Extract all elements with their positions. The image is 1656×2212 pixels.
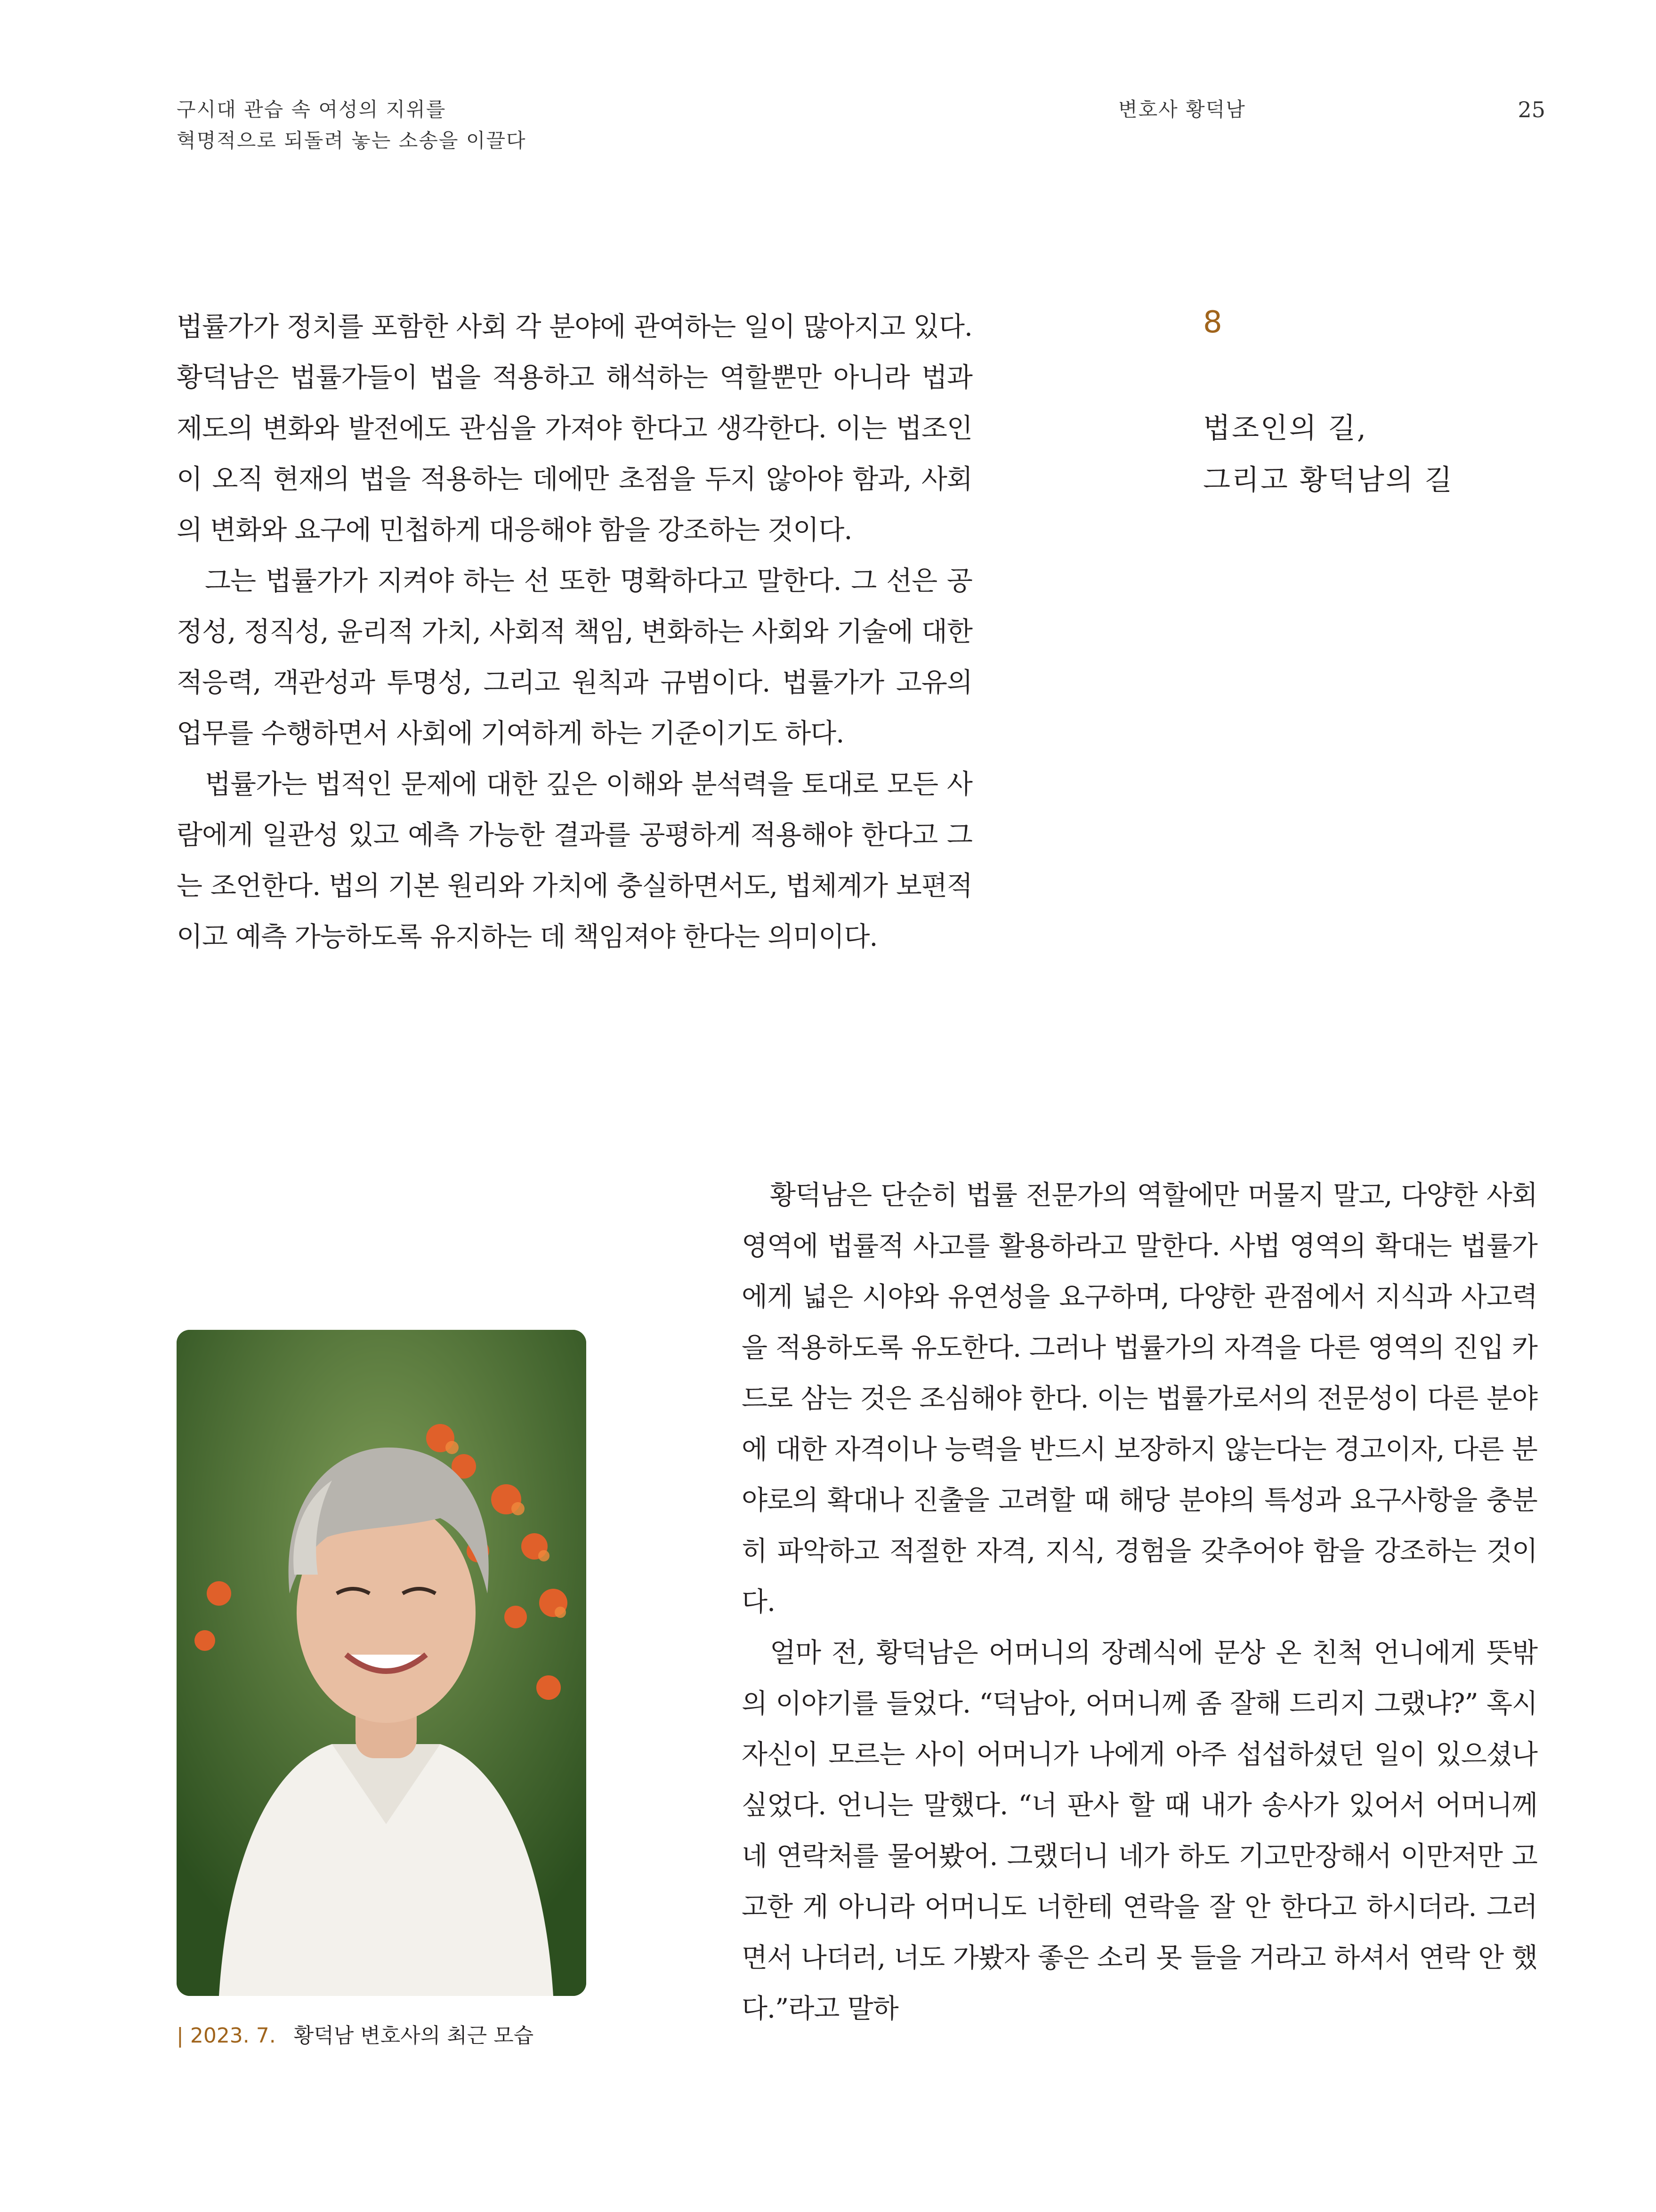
running-title [177,94,526,156]
page-number: 25 [1518,97,1545,122]
chapter-title-line-1: 법조인의 길, [1203,412,1367,445]
caption-text: 황덕남 변호사의 최근 모습 [293,2024,534,2048]
portrait-photo [177,1330,586,1996]
chapter-title [1203,402,1454,506]
header-author: 변호사 황덕남 [1118,98,1246,121]
chapter-number: 8 [1203,305,1222,340]
caption-date: 2023. 7. [190,2024,276,2048]
chapter-title-line-2: 그리고 황덕남의 길 [1203,464,1454,497]
running-title-line-2: 혁명적으로 되돌려 놓는 소송을 이끌다 [177,129,526,152]
paragraph: 법률가가 정치를 포함한 사회 각 분야에 관여하는 일이 많아지고 있다. 황덕남은 법률가들이 법을 적용하고 해석하는 역할뿐만 아니라 법과 제도의 변화와 발전에도 관심을 가져야 한다고 생각한다. 이는 법조인이 오직 현재의 법을 적용하는 데에만 초점을 두지 않아야 함과, 사회의 변화와 요구에 민첩하게 대응해야 함을 강조하는 것이다. [177,311,972,546]
running-title-line-1: 구시대 관습 속 여성의 지위를 [177,98,446,121]
body-text-right-column [742,1170,1537,2034]
paragraph: 황덕남은 단순히 법률 전문가의 역할에만 머물지 말고, 다양한 사회 영역에 법률적 사고를 활용하라고 말한다. 사법 영역의 확대는 법률가에게 넓은 시야와 유연성을 요구하며, 다양한 관점에서 지식과 사고력을 적용하도록 유도한다. 그러나 법률가의 자격을 다른 영역의 진입 카드로 삼는 것은 조심해야 한다. 이는 법률가로서의 전문성이 다른 분야에 대한 자격이나 능력을 반드시 보장하지 않는다는 경고이자, 다른 분야로의 확대나 진출을 고려할 때 해당 분야의 특성과 요구사항을 충분히 파악하고 적절한 자격, 지식, 경험을 갖추어야 함을 강조하는 것이다. [742,1180,1537,1617]
paragraph: 그는 법률가가 지켜야 하는 선 또한 명확하다고 말한다. 그 선은 공정성, 정직성, 윤리적 가치, 사회적 책임, 변화하는 사회와 기술에 대한 적응력, 객관성과 투명성, 그리고 원칙과 규범이다. 법률가가 고유의 업무를 수행하면서 사회에 기여하게 하는 기준이기도 하다. [177,565,972,749]
photo-caption [177,2019,533,2052]
caption-bar: | [177,2024,184,2048]
paragraph: 법률가는 법적인 문제에 대한 깊은 이해와 분석력을 토대로 모든 사람에게 일관성 있고 예측 가능한 결과를 공평하게 적용해야 한다고 그는 조언한다. 법의 기본 원리와 가치에 충실하면서도, 법체계가 보편적이고 예측 가능하도록 유지하는 데 책임져야 한다는 의미이다. [177,769,972,952]
paragraph: 얼마 전, 황덕남은 어머니의 장례식에 문상 온 친척 언니에게 뜻밖의 이야기를 들었다. “덕남아, 어머니께 좀 잘해 드리지 그랬냐?” 혹시 자신이 모르는 사이 어머니가 나에게 아주 섭섭하셨던 일이 있으셨나 싶었다. 언니는 말했다. “너 판사 할 때 내가 송사가 있어서 어머니께 네 연락처를 물어봤어. 그랬더니 네가 하도 기고만장해서 이만저만 고고한 게 아니라 어머니도 너한테 연락을 잘 안 한다고 하시더라. 그러면서 나더러, 너도 가봤자 좋은 소리 못 들을 거라고 하셔서 연락 안 했다.”라고 말하 [742,1637,1537,2024]
body-text-left-column [177,301,972,962]
